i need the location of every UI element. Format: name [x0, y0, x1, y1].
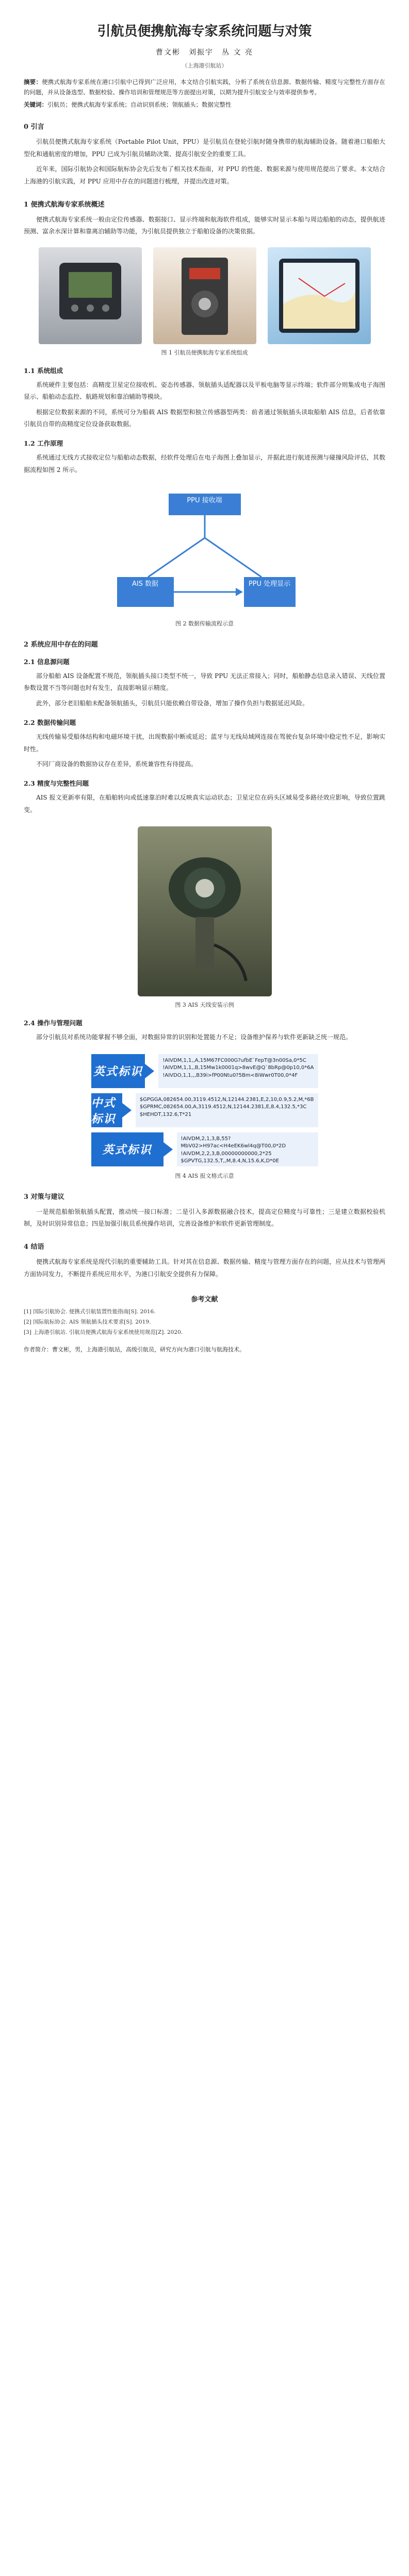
- arrow-right-icon: [145, 1064, 154, 1078]
- paragraph: 引航员便携式航海专家系统（Portable Pilot Unit，PPU）是引航员在登轮引航时随身携带的航海辅助设备。随着港口船舶大型化和通航密度的增加，PPU 已成为引航员辅助决策、提高引航安全的重要工具。: [24, 138, 385, 158]
- message-frame: [91, 1093, 318, 1127]
- author-note: 作者简介：曹文彬，男，上海港引航站，高级引航员，研究方向为港口引航与航海技术。: [24, 1346, 245, 1353]
- subsection-heading: 1.2 工作原理: [24, 439, 63, 448]
- pilot-plug-photo: [153, 247, 256, 344]
- frame-line: !AIVDM,2,2,3,B,00000000000,2*25: [181, 1150, 272, 1157]
- subsection-heading: 1.1 系统组成: [24, 366, 63, 375]
- section-heading: 1 便携式航海专家系统概述: [24, 200, 105, 209]
- ais-antenna-photo: [138, 826, 272, 996]
- frame-line: !AIVDM,2,1,3,B,55?MbV02>H97ac<H4eEK6wl4q@T00,0*2D: [181, 1136, 286, 1149]
- section-heading: 2 系统应用中存在的问题: [24, 641, 98, 649]
- paragraph: 一是规范船舶领航插头配置，推动统一接口标准；二是引入多源数据融合技术，提高定位精度与可靠性；三是建立数据校验机制，及时识别异常信息；四是加强引航员系统操作培训，完善设备维护和软件更新管理制度。: [24, 1208, 385, 1227]
- figure-2: [112, 486, 298, 615]
- frame-tag: 英式标识: [91, 1054, 145, 1088]
- abstract: [24, 77, 385, 97]
- reference-item: [1] 国际引航协会. 便携式引航装置性能指南[S]. 2016.: [24, 1309, 156, 1315]
- paragraph: 此外，部分老旧船舶未配备领航插头，引航员只能依赖自带设备，增加了操作负担与数据延迟风险。: [36, 699, 309, 707]
- frame-line: !AIVDM,1,1,,B,15Mw1k0001q>8wvE@Q`8bRp@0p10,0*6A: [162, 1065, 314, 1071]
- paragraph: 系统通过无线方式接收定位与船舶动态数据，经软件处理后在电子海图上叠加显示，并据此进行航迹预测与碰撞风险评估，其数据流程如图 2 所示。: [24, 454, 385, 473]
- subsection-heading: 2.4 操作与管理问题: [24, 1019, 83, 1027]
- section-heading: 3 对策与建议: [24, 1193, 64, 1201]
- frame-line: !AIVDO,1,1,,,B39i>fP00Ntu0?5Bm<8iWwr0T00,0*4F: [162, 1072, 298, 1078]
- paragraph: 系统硬件主要包括：高精度卫星定位接收机、姿态传感器、领航插头适配器以及平板电脑等显示终端；软件部分则集成电子海图显示、船舶动态监控、航路规划和靠泊辅助等模块。: [24, 381, 385, 401]
- tablet-chart-photo: [268, 247, 371, 344]
- author-list: 曹文彬 刘振宇 丛 文 亮: [156, 48, 253, 57]
- keywords-text: 引航员；便携式航海专家系统；自动识别系统；领航插头；数据完整性: [47, 101, 232, 109]
- figure-1: [24, 247, 385, 344]
- frame-lines: [158, 1054, 318, 1088]
- references-heading: 参考文献: [191, 1296, 218, 1304]
- affiliation: （上海港引航站）: [182, 62, 227, 69]
- message-frame: [91, 1054, 318, 1088]
- paragraph: 无线传输易受船体结构和电磁环境干扰，出现数据中断或延迟；蓝牙与无线局域网连接在驾驶台复杂环境中稳定性不足，影响实时性。: [24, 733, 385, 753]
- paragraph: 便携式航海专家系统一般由定位传感器、数据接口、显示终端和航海软件组成，能够实时显示本船与周边船舶的动态，提供航迹预测、富余水深计算和靠离泊辅助等功能，为引航员提供独立于船舶设备的决策依据。: [24, 215, 385, 235]
- section-heading: 0 引言: [24, 123, 44, 131]
- subsection-heading: 2.2 数据传输问题: [24, 719, 76, 727]
- message-frame: [91, 1132, 318, 1166]
- figure-caption: 图 2 数据传输流程示意: [175, 620, 234, 628]
- gps-receiver-photo: [39, 247, 142, 344]
- flow-box-ais: AIS 数据: [117, 577, 174, 607]
- figure-4: [91, 1054, 318, 1166]
- flow-box-receiver: PPU 接收端: [169, 494, 241, 515]
- arrow-right-icon: [163, 1142, 173, 1157]
- frame-tag: 中式标识: [91, 1093, 122, 1127]
- subsection-heading: 2.1 信息源问题: [24, 658, 70, 666]
- frame-lines: [177, 1132, 318, 1166]
- figure-caption: 图 1 引航员便携航海专家系统组成: [161, 349, 248, 356]
- flow-box-display: PPU 处理显示: [244, 577, 296, 607]
- paragraph: 部分引航员对系统功能掌握不够全面，对数据异常的识别和处置能力不足；设备维护保养与软件更新缺乏统一规范。: [36, 1033, 352, 1041]
- arrow-right-icon: [122, 1103, 132, 1117]
- abstract-text: 便携式航海专家系统在港口引航中已得到广泛应用，本文结合引航实践，分析了系统在信息源、数据传输、精度与完整性方面存在的问题，并从设备选型、数据校验、操作培训和管理规范等方面提出对策，以期为提升引航安全与效率提供参考。: [24, 78, 385, 96]
- abstract-label: 摘要：: [24, 78, 42, 86]
- frame-line: $GPRMC,082654.00,A,3119.4512,N,12144.2381,E,8.4,132.5,*3C: [139, 1104, 307, 1110]
- section-heading: 4 结语: [24, 1243, 44, 1251]
- reference-item: [3] 上海港引航站. 引航员便携式航海专家系统使用规范[Z]. 2020.: [24, 1329, 183, 1335]
- frame-tag: 英式标识: [91, 1132, 163, 1166]
- subsection-heading: 2.3 精度与完整性问题: [24, 779, 89, 788]
- paragraph: AIS 报文更新率有限，在船舶转向或低速靠泊时难以反映真实运动状态；卫星定位在码头区域易受多路径效应影响，导致位置跳变。: [24, 794, 385, 814]
- paragraph: 近年来，国际引航协会和国际航标协会先后发布了相关技术指南，对 PPU 的性能、数据来源与使用规范提出了要求。本文结合上海港的引航实践，对 PPU 应用中存在的问题进行梳理，并提出改进对策。: [24, 165, 385, 185]
- frame-line: $GPVTG,132.5,T,,M,8.4,N,15.6,K,D*0E: [181, 1158, 279, 1164]
- paragraph: 部分船舶 AIS 设备配置不规范，领航插头接口类型不统一，导致 PPU 无法正常接入；同时，船舶静态信息录入错误、天线位置参数设置不当等问题也时有发生，直接影响显示精度。: [24, 672, 385, 692]
- frame-line: $HEHDT,132.6,T*21: [139, 1111, 192, 1117]
- reference-item: [2] 国际航标协会. AIS 领航插头技术要求[S]. 2019.: [24, 1318, 151, 1325]
- figure-caption: 图 4 AIS 报文格式示意: [175, 1172, 234, 1179]
- keywords-label: 关键词：: [24, 101, 47, 109]
- paragraph: 不同厂商设备的数据协议存在差异，系统兼容性有待提高。: [36, 760, 198, 768]
- paragraph: 便携式航海专家系统是现代引航的重要辅助工具。针对其在信息源、数据传输、精度与管理方面存在的问题，应从技术与管理两方面协同发力，不断提升系统应用水平，为港口引航安全提供有力保障。: [24, 1258, 385, 1278]
- figure-caption: 图 3 AIS 天线安装示例: [175, 1002, 234, 1009]
- frame-lines: [136, 1093, 318, 1127]
- article-title: 引航员便携航海专家系统问题与对策: [97, 24, 312, 39]
- frame-line: !AIVDM,1,1,,A,15M67FC000G?ufbE`FepT@3n00Sa,0*5C: [162, 1057, 306, 1063]
- keywords: [24, 99, 385, 110]
- paragraph: 根据定位数据来源的不同，系统可分为船载 AIS 数据型和独立传感器型两类：前者通过领航插头读取船舶 AIS 信息，后者依靠引航员自带的高精度定位设备获取数据。: [24, 408, 385, 428]
- frame-line: $GPGGA,082654.00,3119.4512,N,12144.2381,E,2,10,0.9,5.2,M,*6B: [139, 1096, 314, 1103]
- article-body: [24, 21, 385, 1357]
